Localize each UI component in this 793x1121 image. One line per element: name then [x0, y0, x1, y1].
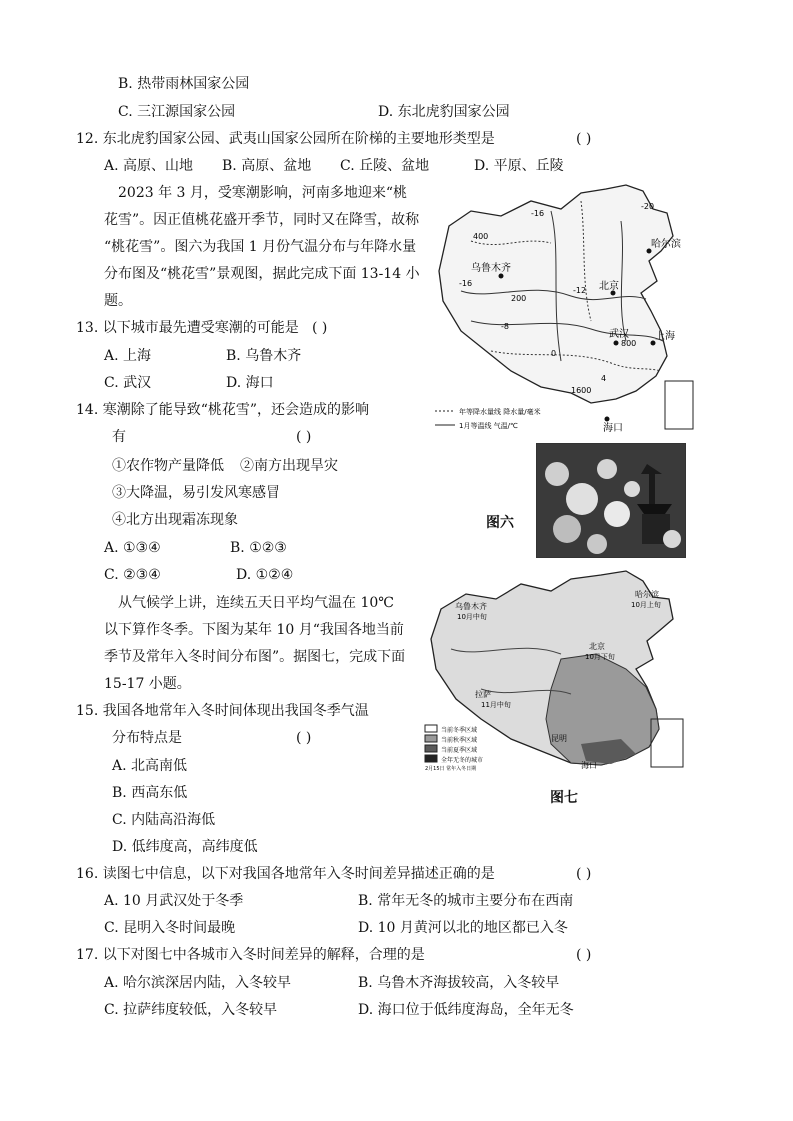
q14-statement-4: ④北方出现霜冻现象	[112, 512, 238, 528]
q12-option-a: A. 高原、山地	[104, 158, 194, 174]
q15-option-a: A. 北高南低	[112, 758, 188, 774]
isoline-label: 1600	[571, 386, 592, 395]
q15-stem: 15. 我国各地常年入冬时间体现出我国冬季气温	[76, 703, 369, 719]
q12-stem: 12. 东北虎豹国家公园、武夷山国家公园所在阶梯的主要地形类型是	[76, 131, 495, 147]
q17-option-b: B. 乌鲁木齐海拔较高，入冬较早	[358, 975, 560, 991]
q17-option-a: A. 哈尔滨深居内陆，入冬较早	[104, 975, 292, 991]
q13-stem: 13. 以下城市最先遭受寒潮的可能是	[76, 320, 299, 336]
q14-option-d: D. ①②④	[236, 567, 294, 583]
q13-option-d: D. 海口	[226, 375, 274, 391]
q16-answer-paren: ( )	[576, 866, 592, 882]
q13-option-a: A. 上海	[104, 348, 152, 364]
intro2-line: 15-17 小题。	[104, 676, 191, 692]
q15-stem-cont: 分布特点是	[112, 730, 182, 746]
legend-precip: 年等降水量线 降水量/毫米	[459, 408, 541, 416]
isoline-label: -12	[573, 286, 587, 295]
q14-stem-cont: 有	[112, 429, 126, 445]
q17-option-d: D. 海口位于低纬度海岛，全年无冬	[358, 1002, 574, 1018]
city-label: 哈尔滨	[635, 590, 659, 599]
isoline-label: 0	[551, 349, 557, 358]
q11-option-c: C. 三江源国家公园	[118, 104, 236, 120]
q12-answer-paren: ( )	[576, 131, 592, 147]
isoline-label: 400	[473, 232, 489, 241]
isoline-label: 200	[511, 294, 527, 303]
isoline-label: -16	[459, 279, 473, 288]
legend-item: 全年无冬的城市	[441, 757, 484, 764]
intro1-line: 分布图及“桃花雪”景观图，据此完成下面 13-14 小	[104, 266, 420, 282]
intro2-line: 以下算作冬季。下图为某年 10 月“我国各地当前	[104, 622, 404, 638]
isoline-label: 800	[621, 339, 637, 348]
legend-temp: 1月等温线 气温/℃	[459, 422, 518, 430]
q16-stem: 16. 读图七中信息，以下对我国各地常年入冬时间差异描述正确的是	[76, 866, 495, 882]
intro2-line: 从气候学上讲，连续五天日平均气温在 10℃	[118, 595, 394, 611]
q14-stem: 14. 寒潮除了能导致“桃花雪”，还会造成的影响	[76, 402, 370, 418]
q15-option-c: C. 内陆高沿海低	[112, 812, 216, 828]
city-label: 哈尔滨	[651, 239, 681, 250]
q13-option-c: C. 武汉	[104, 375, 152, 391]
date-label: 11月中旬	[481, 701, 511, 709]
city-label: 上海	[655, 331, 675, 342]
q12-option-d: D. 平原、丘陵	[474, 158, 564, 174]
q14-answer-paren: ( )	[296, 429, 312, 445]
q14-option-c: C. ②③④	[104, 567, 161, 583]
q14-statement-1: ①农作物产量降低	[112, 458, 224, 474]
q16-option-b: B. 常年无冬的城市主要分布在西南	[358, 893, 574, 909]
intro1-line: 2023 年 3 月，受寒潮影响，河南多地迎来“桃	[118, 185, 408, 201]
legend-item: 当前冬季区域	[441, 727, 478, 734]
figure7-caption: 图七	[550, 790, 578, 806]
isoline-label: -8	[501, 322, 509, 331]
city-label: 北京	[599, 281, 619, 292]
q15-answer-paren: ( )	[296, 730, 312, 746]
legend-note: 2月15日 常年入冬日期	[425, 766, 477, 771]
q17-stem: 17. 以下对图七中各城市入冬时间差异的解释，合理的是	[76, 947, 425, 963]
figure6-caption: 图六	[486, 515, 514, 531]
q13-option-b: B. 乌鲁木齐	[226, 348, 302, 364]
q12-option-b: B. 高原、盆地	[222, 158, 312, 174]
q16-option-a: A. 10 月武汉处于冬季	[104, 893, 244, 909]
legend-item: 当前夏季区域	[441, 747, 478, 754]
date-label: 10月下旬	[585, 653, 615, 661]
city-label: 北京	[589, 642, 605, 651]
q14-option-b: B. ①②③	[230, 540, 287, 556]
q12-option-c: C. 丘陵、盆地	[340, 158, 430, 174]
peach-snow-photo	[536, 443, 686, 558]
figure7-winter-map	[420, 568, 690, 772]
figure6-climate-map	[430, 180, 700, 434]
city-label: 昆明	[551, 734, 567, 743]
q14-statement-3: ③大降温，易引发风寒感冒	[112, 485, 280, 501]
q16-option-d: D. 10 月黄河以北的地区都已入冬	[358, 920, 568, 936]
intro2-line: 季节及常年入冬时间分布图”。据图七，完成下面	[104, 649, 406, 665]
legend-item: 当前秋季区域	[441, 737, 478, 744]
q15-option-b: B. 西高东低	[112, 785, 188, 801]
intro1-line: 花雪”。因正值桃花盛开季节，同时又在降雪，故称	[104, 212, 420, 228]
city-label: 乌鲁木齐	[471, 263, 511, 274]
q17-option-c: C. 拉萨纬度较低，入冬较早	[104, 1002, 278, 1018]
intro1-line: “桃花雪”。图六为我国 1 月份气温分布与年降水量	[104, 239, 417, 255]
q11-option-b: B. 热带雨林国家公园	[118, 76, 250, 92]
q14-option-a: A. ①③④	[104, 540, 161, 556]
q16-option-c: C. 昆明入冬时间最晚	[104, 920, 236, 936]
q17-answer-paren: ( )	[576, 947, 592, 963]
q14-statement-2: ②南方出现旱灾	[240, 458, 338, 474]
city-label: 拉萨	[475, 690, 491, 699]
intro1-line: 题。	[104, 293, 132, 309]
city-label: 海口	[603, 423, 623, 433]
date-label: 10月中旬	[457, 613, 487, 621]
city-label: 乌鲁木齐	[455, 602, 487, 611]
q11-option-d: D. 东北虎豹国家公园	[378, 104, 510, 120]
q13-answer-paren: ( )	[312, 320, 328, 336]
isoline-label: -20	[641, 202, 655, 211]
city-label: 海口	[581, 761, 597, 770]
q15-option-d: D. 低纬度高，高纬度低	[112, 839, 258, 855]
isoline-label: -16	[531, 209, 545, 218]
isoline-label: 4	[601, 374, 607, 383]
date-label: 10月上旬	[631, 601, 661, 609]
city-label: 武汉	[609, 329, 629, 340]
